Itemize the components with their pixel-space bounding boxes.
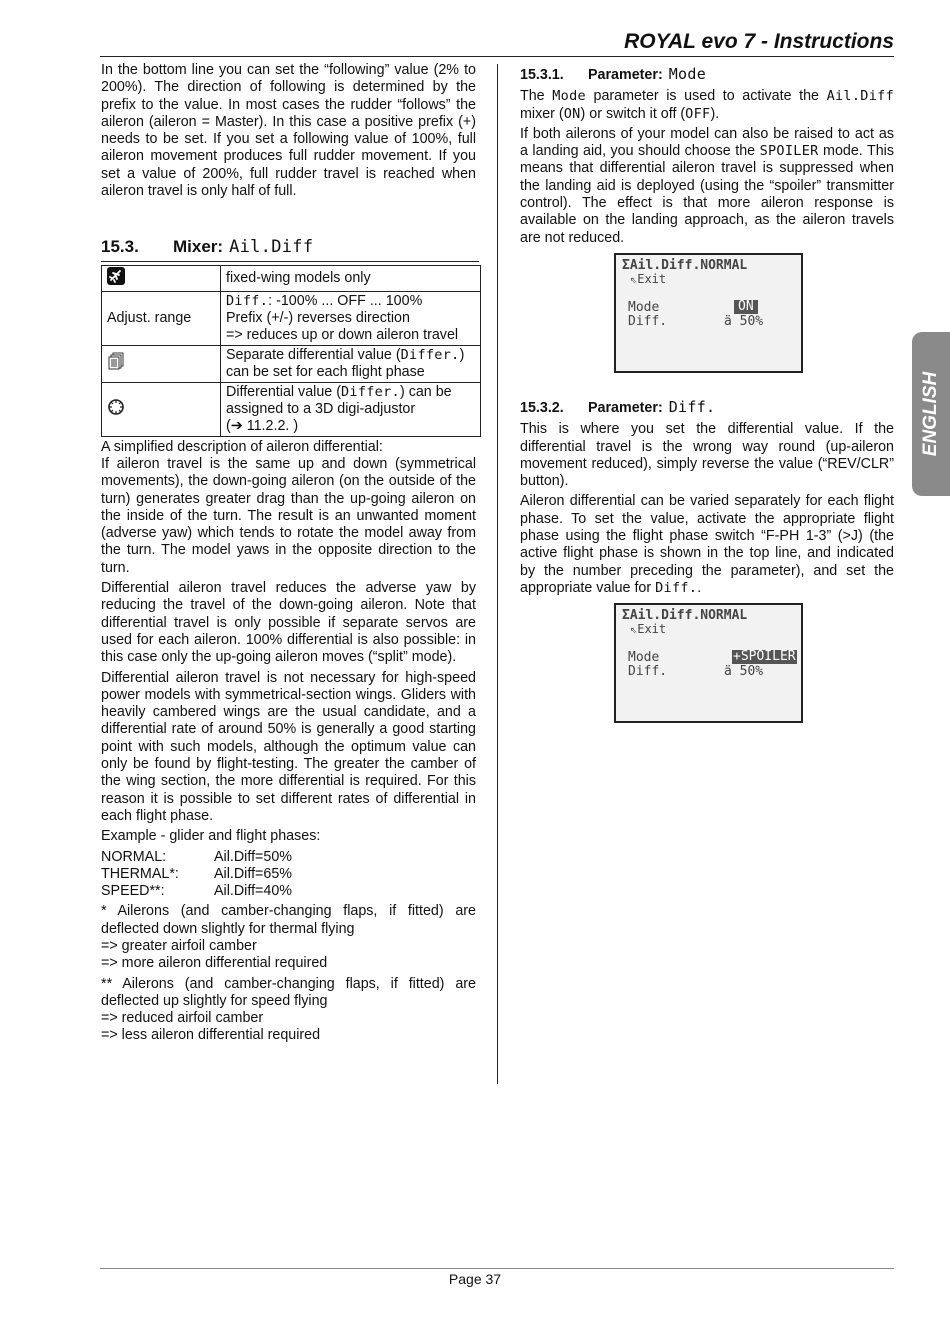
code: Diff.	[655, 579, 698, 596]
table-cell: fixed-wing models only	[221, 265, 481, 291]
text: If both ailerons of your model can also be raised to act as a landing aid, you should choose the	[520, 125, 894, 160]
paragraph: If aileron travel is the same up and down (symmetrical movements), the down-going aileron (on the outside of the turn) generates greater drag than the up-going aileron on the inside of the turn. The result is an unwanted moment (adverse yaw) which tends to rotate the model away from the turn. The model yaws in the opposite direction to the turn.	[101, 455, 476, 576]
lcd-mode-label: Mode	[628, 650, 660, 666]
note-line: => more aileron differential required	[101, 955, 328, 972]
range-line-3: => reduces up or down aileron travel	[226, 326, 459, 343]
note: * Ailerons (and camber-changing flaps, if fitted) are deflected down slightly for thermal flying	[101, 903, 476, 937]
phase-value: Ail.Diff=50%	[214, 848, 293, 865]
range-values: : -100% ... OFF ... 100%	[268, 292, 423, 309]
lcd-title: ΣAil.Diff.NORMAL	[622, 608, 748, 624]
code: Ail.Diff	[826, 88, 894, 105]
lcd-diff-value: ä 50%	[724, 313, 764, 329]
lcd-mode-value: ON	[734, 300, 758, 314]
phase-name: SPEED**:	[101, 883, 165, 900]
section-label: Mixer:	[173, 237, 224, 257]
example-list	[101, 849, 476, 901]
note-line: => less aileron differential required	[101, 1027, 321, 1044]
r4-post: ) can be	[399, 383, 452, 400]
paragraph	[520, 493, 894, 597]
language-tab-label: ENGLISH	[920, 371, 941, 457]
example-title: Example - glider and flight phases:	[101, 828, 321, 845]
spec-table	[101, 265, 481, 437]
lcd-screen	[614, 253, 803, 373]
section-number: 15.3.	[101, 237, 139, 257]
table-row	[102, 265, 481, 291]
table-row	[102, 291, 481, 345]
page-number: Page 37	[448, 1271, 502, 1287]
r3-post: )	[459, 346, 465, 363]
note: ** Ailerons (and camber-changing flaps, if fitted) are deflected up slightly for speed flying	[101, 975, 476, 1009]
footer-rule	[100, 1268, 894, 1269]
r4-line-3: (➔ 11.2.2. )	[226, 417, 299, 434]
lcd-mode-value: +SPOILER	[733, 649, 796, 665]
lcd-diff-value: ä 50%	[724, 664, 764, 680]
lcd-mode-label: Mode	[628, 299, 660, 315]
section-rule	[101, 261, 479, 262]
text: mixer (	[520, 105, 564, 122]
left-column	[101, 62, 476, 1045]
paragraph	[520, 126, 894, 247]
range-line-2: Prefix (+/-) reverses direction	[226, 309, 410, 326]
r4-code: Differ.	[340, 383, 400, 400]
text: parameter is used to activate the	[585, 88, 827, 105]
digi-adjustor-icon	[107, 398, 125, 416]
table-cell	[221, 382, 481, 436]
code: Mode	[552, 88, 586, 105]
section-heading	[101, 238, 476, 256]
subsection-heading	[520, 66, 894, 84]
phase-name: NORMAL:	[101, 848, 167, 865]
text: .	[697, 579, 702, 596]
list-item	[101, 883, 476, 900]
airplane-icon	[107, 267, 125, 285]
section-code: Ail.Diff	[229, 237, 314, 258]
header-title: ROYAL evo 7 - Instructions	[624, 30, 894, 53]
paragraph: A simplified description of aileron differential:	[101, 438, 383, 455]
subsection-heading	[520, 399, 894, 417]
intro-paragraph: In the bottom line you can set the “following” value (2% to 200%). The direction of following is determined by the prefix to the value. In most cases the rudder “follows” the aileron (aileron = Master). In this case a positive prefix (+) needs to be set. If you set a following value of 100%, full aileron movement produces full rudder movement. If you set a value of 200%, full rudder travel is reached when aileron travel is only half of full.	[101, 62, 476, 200]
subsection-number: 15.3.1.	[520, 67, 564, 83]
r3-text: Separate differential value (	[226, 346, 401, 363]
paragraph: Differential aileron travel is not necessary for high-speed power models with symmetrical-section wings. Gliders with heavily cambered wings are the usual candidate, and a differential rate of around 50% is generally a good starting point with such models, although the optimum value can only be found by flight-testing. The greater the camber of the wing section, the more differential is required. For this reason it is possible to set different rates of differential in each flight phase.	[101, 669, 476, 824]
lcd-diff-label: Diff.	[628, 313, 668, 329]
lcd-diff-label: Diff.	[628, 664, 668, 680]
column-divider	[497, 64, 498, 1084]
subsection-code: Diff.	[668, 397, 716, 416]
lcd-title: ΣAil.Diff.NORMAL	[622, 257, 748, 273]
phase-value: Ail.Diff=40%	[214, 883, 293, 900]
list-item	[101, 866, 476, 883]
paragraph: This is where you set the differential value. If the differential travel is the wrong way round (up-aileron movement reduced), simply reverse the value (“REV/CLR” button).	[520, 421, 894, 490]
table-row	[102, 345, 481, 382]
note-line: => greater airfoil camber	[101, 937, 257, 954]
header-rule	[100, 56, 894, 57]
language-tab	[912, 332, 950, 496]
subsection-label: Parameter:	[588, 67, 663, 83]
subsection-code: Mode	[668, 65, 707, 83]
table-row	[102, 382, 481, 436]
flight-phase-icon	[107, 352, 125, 370]
table-cell	[221, 291, 481, 345]
code: SPOILER	[759, 143, 819, 160]
range-code: Diff.	[226, 292, 269, 309]
text: ) or switch it off (	[580, 105, 686, 122]
lcd-exit: ⇖Exit	[630, 271, 667, 286]
r4-line-2: assigned to a 3D digi-adjustor	[226, 400, 416, 417]
table-cell: Adjust. range	[102, 291, 221, 345]
paragraph: Differential aileron travel reduces the adverse yaw by reducing the travel of the down-going aileron. Note that differential travel is only possible if separate servos are used for each aileron. 100% differential is also possible: in this case only the up-going aileron moves (“split” mode).	[101, 580, 476, 666]
subsection-number: 15.3.2.	[520, 399, 564, 416]
lcd-exit: ⇖Exit	[630, 622, 667, 637]
r4-text: Differential value (	[226, 383, 341, 400]
phase-name: THERMAL*:	[101, 865, 179, 882]
phase-value: Ail.Diff=65%	[214, 865, 293, 882]
subsection-label: Parameter:	[588, 399, 663, 416]
code: OFF	[685, 105, 711, 122]
code: ON	[563, 105, 581, 122]
right-column	[520, 66, 894, 727]
lcd-screen	[614, 603, 803, 723]
text: ).	[710, 105, 720, 122]
text: The	[520, 88, 553, 105]
list-item	[101, 849, 476, 866]
text: Aileron differential can be varied separately for each flight phase. To set the value, activate the appropriate flight phase using the flight phase switch “F-PH 1-3” (>J) (the active flight phase is shown in the top line, and indicated by the number preceding the parameter), and set the appropriate value for	[520, 493, 894, 596]
r3-line-2: can be set for each flight phase	[226, 363, 425, 380]
table-cell	[221, 345, 481, 382]
note-line: => reduced airfoil camber	[101, 1010, 264, 1027]
r3-code: Differ.	[400, 346, 460, 363]
paragraph	[520, 88, 894, 123]
text: mode. This means that differential aileron travel is suppressed when the landing aid is deployed (using the “spoiler” transmitter control). The effect is that more aileron response is available on the landing approach, as the aileron travels are not reduced.	[520, 143, 894, 246]
